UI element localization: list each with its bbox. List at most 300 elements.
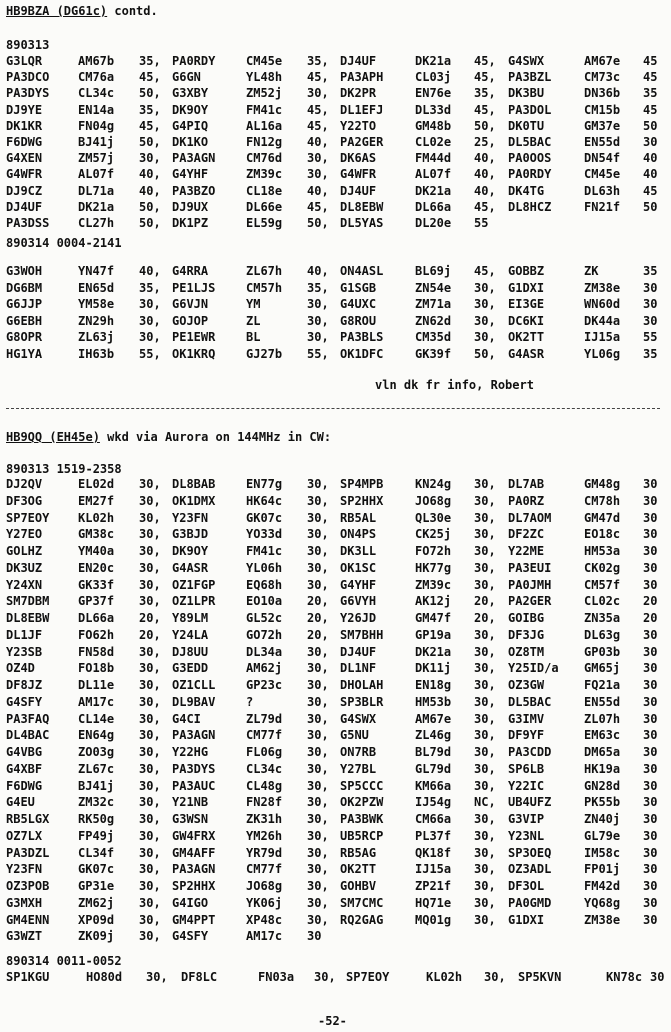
call-cell: DK0TU bbox=[508, 118, 545, 133]
locator-cell: PL37f bbox=[415, 828, 452, 843]
report-cell: 55, bbox=[307, 347, 329, 361]
locator-cell: FQ21a bbox=[584, 678, 621, 692]
call-cell: Y22HG bbox=[172, 745, 209, 759]
call-cell: EI3GE bbox=[508, 297, 545, 312]
locator-cell: CM73c bbox=[584, 70, 621, 85]
call-cell: G4SWX bbox=[340, 711, 377, 726]
locator-cell: KM66a bbox=[415, 778, 452, 793]
report-cell: 50, bbox=[139, 199, 161, 214]
locator-cell: ZN62d bbox=[415, 313, 452, 328]
locator-cell: BL79d bbox=[415, 745, 452, 759]
call-cell: OK1SC bbox=[340, 560, 377, 575]
report-cell: 45, bbox=[307, 70, 329, 85]
report-cell: 20, bbox=[474, 611, 496, 625]
report-cell: 55, bbox=[139, 347, 161, 361]
report-cell: 30, bbox=[139, 678, 161, 692]
locator-cell: ZL07h bbox=[584, 711, 621, 726]
call-cell: PA3FAQ bbox=[6, 711, 50, 726]
call-cell: PA0GMD bbox=[508, 895, 552, 910]
locator-cell: EN14a bbox=[78, 102, 115, 117]
locator-cell: EN64g bbox=[78, 728, 115, 743]
report-cell: 30, bbox=[474, 879, 496, 893]
locator-cell: IH63b bbox=[78, 347, 115, 361]
call-cell: ON4PS bbox=[340, 527, 377, 542]
call-cell: Y27EO bbox=[6, 527, 43, 542]
locator-cell: AK12j bbox=[415, 594, 452, 609]
station-call-hb9bza: HB9BZA (DG61c) bbox=[6, 4, 108, 18]
call-cell: SP2HHX bbox=[340, 493, 384, 508]
call-cell: G3BJD bbox=[172, 527, 209, 542]
report-cell: 40, bbox=[307, 135, 329, 149]
report-cell: 40, bbox=[139, 183, 161, 198]
locator-cell: CL02c bbox=[584, 594, 621, 609]
report-cell: 30 bbox=[643, 912, 658, 927]
report-cell: 30, bbox=[474, 544, 496, 558]
call-cell: PA0RDY bbox=[508, 167, 552, 182]
report-cell: 30, bbox=[139, 912, 161, 927]
call-cell: PA3AGN bbox=[172, 728, 216, 743]
locator-cell: FM42d bbox=[584, 879, 621, 893]
locator-cell: ZM39c bbox=[415, 577, 452, 592]
locator-cell: GM48g bbox=[584, 477, 621, 491]
report-cell: 40, bbox=[307, 183, 329, 198]
call-cell: DJ4UF bbox=[6, 199, 43, 214]
report-cell: 30, bbox=[139, 728, 161, 743]
report-cell: 30 bbox=[643, 862, 658, 877]
locator-cell: CK25j bbox=[415, 527, 452, 542]
call-cell: Y22IC bbox=[508, 778, 545, 793]
locator-cell: DL11e bbox=[78, 678, 115, 692]
report-cell: 30, bbox=[474, 761, 496, 776]
report-cell: 30, bbox=[307, 330, 329, 345]
call-cell: PA0RZ bbox=[508, 493, 545, 508]
call-cell: PA3BWK bbox=[340, 812, 384, 826]
call-cell: DJ9UX bbox=[172, 199, 209, 214]
locator-cell: MQ01g bbox=[415, 912, 452, 927]
report-cell: 30, bbox=[307, 912, 329, 927]
report-cell: 30 bbox=[643, 477, 658, 491]
locator-cell: YR79d bbox=[246, 845, 283, 860]
locator-cell: GL79d bbox=[415, 761, 452, 776]
locator-cell: EN76e bbox=[415, 86, 452, 101]
locator-cell: FP49j bbox=[78, 828, 115, 843]
locator-cell: YM40a bbox=[78, 544, 115, 558]
report-cell: 35, bbox=[139, 102, 161, 117]
locator-cell: GM38c bbox=[78, 527, 115, 542]
call-cell: G3XBY bbox=[172, 86, 209, 101]
locator-cell: YM26h bbox=[246, 828, 283, 843]
locator-cell: EM27f bbox=[78, 493, 115, 508]
report-cell: 30, bbox=[307, 577, 329, 592]
report-cell: 30 bbox=[643, 577, 658, 592]
locator-cell: CK02g bbox=[584, 560, 621, 575]
report-cell: 30, bbox=[307, 845, 329, 860]
call-cell: DL8BAB bbox=[172, 477, 216, 491]
report-cell: 40, bbox=[139, 264, 161, 278]
call-cell: DHOLAH bbox=[340, 678, 384, 692]
report-cell: 30 bbox=[643, 544, 658, 558]
locator-cell: ZL67h bbox=[246, 264, 283, 278]
call-cell: G6GN bbox=[172, 70, 201, 85]
report-cell: 50 bbox=[643, 199, 658, 214]
locator-cell: ZM32c bbox=[78, 795, 115, 810]
locator-cell: GM65j bbox=[584, 661, 621, 676]
locator-cell: AM67e bbox=[415, 711, 452, 726]
report-cell: 30 bbox=[643, 895, 658, 910]
locator-cell: HK64c bbox=[246, 493, 283, 508]
locator-cell: GM47d bbox=[584, 510, 621, 525]
locator-cell: BL69j bbox=[415, 264, 452, 278]
report-cell: 20, bbox=[139, 611, 161, 625]
call-cell: DL8HCZ bbox=[508, 199, 552, 214]
locator-cell: GM48b bbox=[415, 118, 452, 133]
report-cell: 30, bbox=[307, 879, 329, 893]
locator-cell: GP03b bbox=[584, 644, 621, 659]
report-cell: NC, bbox=[474, 795, 496, 810]
locator-cell: PK55b bbox=[584, 795, 621, 810]
locator-cell: DL71a bbox=[78, 183, 115, 198]
report-cell: 30 bbox=[307, 929, 322, 944]
locator-cell: EO10a bbox=[246, 594, 283, 609]
locator-cell: BJ41j bbox=[78, 778, 115, 793]
call-cell: PA3DSS bbox=[6, 216, 50, 230]
call-cell: DL1JF bbox=[6, 627, 43, 642]
locator-cell: GL79e bbox=[584, 828, 621, 843]
call-cell: DJ9CZ bbox=[6, 183, 43, 198]
report-cell: 30, bbox=[139, 862, 161, 877]
locator-cell: JO68g bbox=[246, 879, 283, 893]
locator-cell: GP23c bbox=[246, 678, 283, 692]
report-cell: 30 bbox=[643, 644, 658, 659]
locator-cell: DL63h bbox=[584, 183, 621, 198]
report-cell: 30, bbox=[139, 795, 161, 810]
report-cell: 30, bbox=[474, 812, 496, 826]
report-cell: 45, bbox=[474, 70, 496, 85]
report-cell: 30 bbox=[643, 527, 658, 542]
report-cell: 35 bbox=[643, 86, 658, 101]
locator-cell: EO18c bbox=[584, 527, 621, 542]
call-cell: Y25ID/a bbox=[508, 661, 559, 676]
locator-cell: IJ15a bbox=[415, 862, 452, 877]
report-cell: 30, bbox=[139, 510, 161, 525]
report-cell: 30, bbox=[139, 828, 161, 843]
locator-cell: YL48h bbox=[246, 70, 283, 85]
call-cell: DK6AS bbox=[340, 151, 377, 166]
call-cell: Y22ME bbox=[508, 544, 545, 558]
report-cell: 30 bbox=[643, 694, 658, 709]
call-cell: PA3DYS bbox=[172, 761, 216, 776]
report-cell: 35, bbox=[139, 54, 161, 68]
locator-cell: YO33d bbox=[246, 527, 283, 542]
call-cell: G4YHF bbox=[172, 167, 209, 182]
report-cell: 30, bbox=[307, 297, 329, 312]
call-cell: PA3DZL bbox=[6, 845, 50, 860]
locator-cell: JO68g bbox=[415, 493, 452, 508]
report-cell: 45 bbox=[643, 54, 658, 68]
locator-cell: ZO03g bbox=[78, 745, 115, 759]
call-cell: DL7AOM bbox=[508, 510, 552, 525]
report-cell: 30, bbox=[474, 912, 496, 927]
call-cell: DK3UZ bbox=[6, 560, 43, 575]
call-cell: OZ8TM bbox=[508, 644, 545, 659]
report-cell: 30, bbox=[139, 527, 161, 542]
locator-cell: DK44a bbox=[584, 313, 621, 328]
report-cell: 30, bbox=[139, 477, 161, 491]
locator-cell: ZN35a bbox=[584, 611, 621, 625]
locator-cell: KL02h bbox=[78, 510, 115, 525]
call-cell: OK1DMX bbox=[172, 493, 216, 508]
call-cell: OK1DFC bbox=[340, 347, 384, 361]
locator-cell: FO72h bbox=[415, 544, 452, 558]
call-cell: ON4ASL bbox=[340, 264, 384, 278]
locator-cell: DL33d bbox=[415, 102, 452, 117]
locator-cell: AM67b bbox=[78, 54, 115, 68]
report-cell: 45 bbox=[643, 70, 658, 85]
header-suffix: contd. bbox=[107, 4, 158, 18]
call-cell: G3LQR bbox=[6, 54, 43, 68]
call-cell: DJ8UU bbox=[172, 644, 209, 659]
locator-cell: AM67e bbox=[584, 54, 621, 68]
locator-cell: CL34c bbox=[246, 761, 283, 776]
call-cell: DF2ZC bbox=[508, 527, 545, 542]
call-cell: DF9YF bbox=[508, 728, 545, 743]
locator-cell: AL07f bbox=[415, 167, 452, 182]
report-cell: 30, bbox=[474, 313, 496, 328]
report-cell: 30, bbox=[307, 167, 329, 182]
call-cell: OZ1FGP bbox=[172, 577, 216, 592]
locator-cell: DK21a bbox=[78, 199, 115, 214]
call-cell: DK9OY bbox=[172, 544, 209, 558]
call-cell: PA3AGN bbox=[172, 862, 216, 877]
report-cell: 30, bbox=[307, 694, 329, 709]
report-cell: 30, bbox=[307, 728, 329, 743]
locator-cell: DL63g bbox=[584, 627, 621, 642]
locator-cell: EL59g bbox=[246, 216, 283, 230]
report-cell: 35, bbox=[474, 86, 496, 101]
locator-cell: ZN40j bbox=[584, 812, 621, 826]
locator-cell: CM45e bbox=[584, 167, 621, 182]
report-cell: 35 bbox=[643, 347, 658, 361]
locator-cell: ZL bbox=[246, 313, 261, 328]
locator-cell: QK18f bbox=[415, 845, 452, 860]
call-cell: DF3OL bbox=[508, 879, 545, 893]
call-cell: G4SWX bbox=[508, 54, 545, 68]
call-cell: G4YHF bbox=[340, 577, 377, 592]
locator-cell: GO72h bbox=[246, 627, 283, 642]
locator-cell: GM47f bbox=[415, 611, 452, 625]
call-cell: G1DXI bbox=[508, 912, 545, 927]
locator-cell: CL02e bbox=[415, 135, 452, 149]
section-date-890314: 890314 0004-2141 bbox=[6, 236, 122, 250]
locator-cell: CL34c bbox=[78, 86, 115, 101]
call-cell: G6VJN bbox=[172, 297, 209, 312]
report-cell: 30, bbox=[474, 745, 496, 759]
report-cell: 40, bbox=[307, 264, 329, 278]
report-cell: 50, bbox=[139, 86, 161, 101]
call-cell: F6DWG bbox=[6, 135, 43, 149]
call-cell: PE1LJS bbox=[172, 280, 216, 295]
locator-cell: HM53b bbox=[415, 694, 452, 709]
call-cell: DK4TG bbox=[508, 183, 545, 198]
locator-cell: YM bbox=[246, 297, 261, 312]
report-cell: 50 bbox=[643, 118, 658, 133]
call-cell: G6JJP bbox=[6, 297, 43, 312]
report-cell: 40 bbox=[643, 167, 658, 182]
call-cell: ON7RB bbox=[340, 745, 377, 759]
locator-cell: FN12g bbox=[246, 135, 283, 149]
call-cell: PA2GER bbox=[508, 594, 552, 609]
report-cell: 30 bbox=[643, 795, 658, 810]
call-cell: G3MXH bbox=[6, 895, 43, 910]
report-cell: 30, bbox=[474, 644, 496, 659]
locator-cell: HK19a bbox=[584, 761, 621, 776]
call-cell: GOHBV bbox=[340, 879, 377, 893]
report-cell: 35, bbox=[307, 280, 329, 295]
locator-cell: DK21a bbox=[415, 644, 452, 659]
aurora-header bbox=[6, 430, 331, 444]
locator-cell: CM45e bbox=[246, 54, 283, 68]
report-cell: 30, bbox=[139, 711, 161, 726]
locator-cell: YM58e bbox=[78, 297, 115, 312]
locator-cell: FN21f bbox=[584, 199, 621, 214]
locator-cell: DL66a bbox=[415, 199, 452, 214]
report-cell: 30, bbox=[146, 970, 168, 984]
locator-cell: KN78c bbox=[606, 970, 643, 984]
report-cell: 50, bbox=[307, 216, 329, 230]
call-cell: G4WFR bbox=[340, 167, 377, 182]
call-cell: Y22TO bbox=[340, 118, 377, 133]
call-cell: PA3DCO bbox=[6, 70, 50, 85]
call-cell: UB5RCP bbox=[340, 828, 384, 843]
report-cell: 30, bbox=[474, 694, 496, 709]
call-cell: G4CI bbox=[172, 711, 201, 726]
locator-cell: FN28f bbox=[246, 795, 283, 810]
report-cell: 45 bbox=[643, 183, 658, 198]
report-cell: 40 bbox=[643, 151, 658, 166]
report-cell: 30, bbox=[139, 151, 161, 166]
call-cell: F6DWG bbox=[6, 778, 43, 793]
locator-cell: GK33f bbox=[78, 577, 115, 592]
locator-cell: ZL46g bbox=[415, 728, 452, 743]
report-cell: 30, bbox=[307, 711, 329, 726]
locator-cell: HM53a bbox=[584, 544, 621, 558]
report-cell: 30, bbox=[474, 560, 496, 575]
call-cell: DK9OY bbox=[172, 102, 209, 117]
report-cell: 30, bbox=[474, 862, 496, 877]
report-cell: 45, bbox=[139, 118, 161, 133]
locator-cell: ZM62j bbox=[78, 895, 115, 910]
locator-cell: CL03j bbox=[415, 70, 452, 85]
call-cell: SP7EOY bbox=[346, 970, 390, 984]
call-cell: SP3BLR bbox=[340, 694, 384, 709]
locator-cell: FM44d bbox=[415, 151, 452, 166]
locator-cell: EN55d bbox=[584, 135, 621, 149]
locator-cell: DM65a bbox=[584, 745, 621, 759]
report-cell: 30, bbox=[474, 577, 496, 592]
report-cell: 40, bbox=[474, 167, 496, 182]
locator-cell: GM37e bbox=[584, 118, 621, 133]
report-cell: 45, bbox=[307, 199, 329, 214]
report-cell: 30 bbox=[643, 728, 658, 743]
call-cell: OZ7LX bbox=[6, 828, 43, 843]
report-cell: 30 bbox=[643, 745, 658, 759]
report-cell: 30, bbox=[139, 544, 161, 558]
call-cell: RB5LGX bbox=[6, 812, 50, 826]
call-cell: DK3BU bbox=[508, 86, 545, 101]
report-cell: 30 bbox=[643, 828, 658, 843]
call-cell: DF3OG bbox=[6, 493, 43, 508]
call-cell: SP1KGU bbox=[6, 970, 50, 984]
call-cell: HG1YA bbox=[6, 347, 43, 361]
report-cell: 40, bbox=[474, 151, 496, 166]
call-cell: Y21NB bbox=[172, 795, 209, 810]
locator-cell: CM66a bbox=[415, 812, 452, 826]
report-cell: 30, bbox=[139, 845, 161, 860]
call-cell: SP4MPB bbox=[340, 477, 384, 491]
call-cell: Y26JD bbox=[340, 611, 377, 625]
call-cell: G4PIQ bbox=[172, 118, 209, 133]
call-cell: OK2TT bbox=[340, 862, 377, 877]
report-cell: 30, bbox=[307, 895, 329, 910]
report-cell: 30, bbox=[139, 694, 161, 709]
call-cell: G4IGO bbox=[172, 895, 209, 910]
call-cell: G4WFR bbox=[6, 167, 43, 182]
report-cell: 30, bbox=[474, 678, 496, 692]
locator-cell: CL34f bbox=[78, 845, 115, 860]
signoff: vln dk fr info, Robert bbox=[375, 378, 534, 392]
report-cell: 30, bbox=[307, 86, 329, 101]
call-cell: DL5BAC bbox=[508, 135, 552, 149]
locator-cell: GN28d bbox=[584, 778, 621, 793]
page-number: -52- bbox=[318, 1014, 347, 1028]
call-cell: DK1PZ bbox=[172, 216, 209, 230]
locator-cell: YL06h bbox=[246, 560, 283, 575]
call-cell: G3WSN bbox=[172, 812, 209, 826]
locator-cell: FO62h bbox=[78, 627, 115, 642]
report-cell: 30, bbox=[307, 795, 329, 810]
call-cell: SM7CMC bbox=[340, 895, 384, 910]
report-cell: 30, bbox=[307, 527, 329, 542]
locator-cell: DL66e bbox=[246, 199, 283, 214]
locator-cell: DK21a bbox=[415, 54, 452, 68]
report-cell: 30, bbox=[474, 828, 496, 843]
report-cell: 25, bbox=[474, 135, 496, 149]
report-cell: 35 bbox=[643, 264, 658, 278]
locator-cell: XP48c bbox=[246, 912, 283, 927]
section-date-890313: 890313 bbox=[6, 38, 50, 52]
call-cell: G5NU bbox=[340, 728, 369, 743]
report-cell: 50, bbox=[474, 118, 496, 133]
report-cell: 30, bbox=[139, 297, 161, 312]
locator-cell: CM57h bbox=[246, 280, 283, 295]
locator-cell: GP37f bbox=[78, 594, 115, 609]
call-cell: G4UXC bbox=[340, 297, 377, 312]
call-cell: OZ3GW bbox=[508, 678, 545, 692]
call-cell: OK2PZW bbox=[340, 795, 384, 810]
call-cell: UB4UFZ bbox=[508, 795, 552, 810]
call-cell: PA2GER bbox=[340, 135, 384, 149]
locator-cell: GL52c bbox=[246, 611, 283, 625]
report-cell: 30 bbox=[643, 678, 658, 692]
report-cell: 20 bbox=[643, 594, 658, 609]
call-cell: DL7AB bbox=[508, 477, 545, 491]
locator-cell: IJ54g bbox=[415, 795, 452, 810]
call-cell: DL5BAC bbox=[508, 694, 552, 709]
report-cell: 30 bbox=[643, 711, 658, 726]
call-cell: OZ3ADL bbox=[508, 862, 552, 877]
report-cell: 45, bbox=[474, 264, 496, 278]
locator-cell: GK07c bbox=[78, 862, 115, 877]
